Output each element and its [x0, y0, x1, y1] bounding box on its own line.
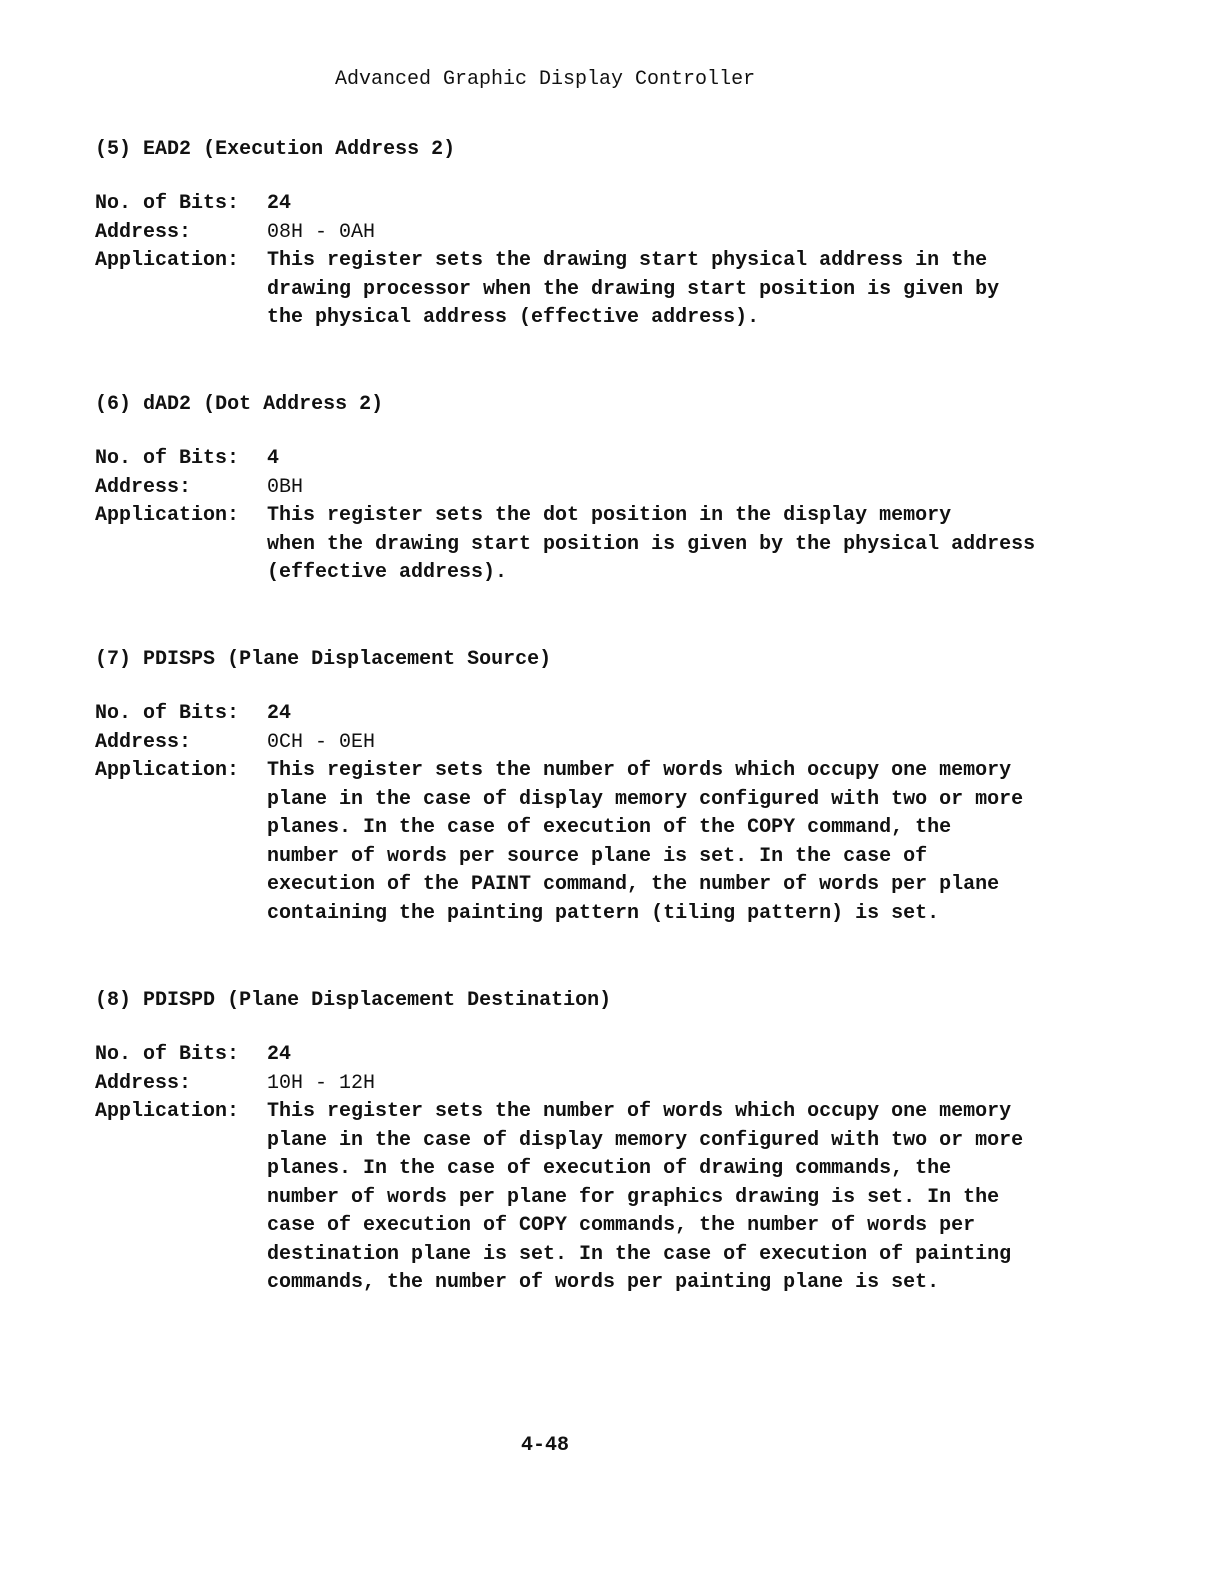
application-line: (effective address). — [267, 561, 508, 584]
bits-label: No. of Bits: — [95, 702, 240, 725]
application-text — [267, 757, 1095, 928]
bits-value: 24 — [267, 702, 292, 725]
application-line: commands, the number of words per painting plane is set. — [267, 1271, 940, 1294]
address-value: 0BH — [267, 475, 304, 499]
section-title — [95, 646, 1095, 674]
application-line: destination plane is set. In the case of execution of painting — [267, 1242, 1012, 1266]
bits-row — [95, 1041, 1095, 1070]
register-fields — [95, 1041, 1095, 1298]
application-label: Application: — [95, 1100, 240, 1123]
application-line: This register sets the number of words which occupy one memory — [267, 1100, 1012, 1123]
bits-value: 24 — [267, 1043, 292, 1066]
section-number: (7) — [95, 648, 132, 671]
register-abbreviation: dAD2 — [143, 393, 192, 416]
register-description: (Plane Displacement Source) — [227, 648, 552, 671]
application-row — [95, 502, 1095, 588]
application-line: execution of the PAINT command, the number of words per plane — [267, 873, 1000, 896]
address-row — [95, 729, 1095, 758]
application-line: when the drawing start position is given by the physical address — [267, 532, 1036, 556]
register-abbreviation: PDISPD — [143, 989, 216, 1012]
bits-row — [95, 445, 1095, 474]
bits-row — [95, 190, 1095, 219]
address-label: Address: — [95, 730, 192, 754]
address-row — [95, 219, 1095, 248]
section-title — [95, 136, 1095, 164]
application-line: containing the painting pattern (tiling pattern) is set. — [267, 901, 940, 925]
register-fields — [95, 190, 1095, 333]
address-label: Address: — [95, 220, 192, 244]
bits-label: No. of Bits: — [95, 1043, 240, 1066]
section-title — [95, 391, 1095, 419]
section-title — [95, 987, 1095, 1015]
register-description: (Dot Address 2) — [203, 393, 384, 416]
register-description: (Execution Address 2) — [203, 138, 456, 161]
application-row — [95, 757, 1095, 928]
application-line: plane in the case of display memory configured with two or more — [267, 787, 1024, 811]
page-number: 4-48 — [521, 1434, 570, 1457]
register-description: (Plane Displacement Destination) — [227, 989, 612, 1012]
bits-label: No. of Bits: — [95, 447, 240, 470]
application-line: This register sets the dot position in the display memory — [267, 504, 952, 527]
section-number: (6) — [95, 393, 132, 416]
application-line: number of words per plane for graphics drawing is set. In the — [267, 1185, 1000, 1209]
application-line: number of words per source plane is set. In the case of — [267, 844, 928, 868]
register-section-pdispd — [95, 987, 1095, 1298]
application-line: This register sets the number of words which occupy one memory — [267, 759, 1012, 782]
application-line: drawing processor when the drawing start position is given by — [267, 277, 1000, 301]
register-abbreviation: EAD2 — [143, 138, 192, 161]
application-text — [267, 502, 1095, 588]
register-abbreviation: PDISPS — [143, 648, 216, 671]
address-row — [95, 1070, 1095, 1099]
application-text — [267, 1098, 1095, 1298]
application-line: case of execution of COPY commands, the number of words per — [267, 1214, 976, 1237]
bits-value: 24 — [267, 192, 292, 215]
page-header-title: Advanced Graphic Display Controller — [335, 68, 756, 91]
application-row — [95, 247, 1095, 333]
register-section-dad2 — [95, 391, 1095, 588]
bits-value: 4 — [267, 447, 280, 470]
application-line: plane in the case of display memory configured with two or more — [267, 1128, 1024, 1152]
address-value: 08H - 0AH — [267, 220, 376, 244]
bits-row — [95, 700, 1095, 729]
bits-label: No. of Bits: — [95, 192, 240, 215]
application-line: planes. In the case of execution of the COPY command, the — [267, 816, 952, 839]
section-number: (8) — [95, 989, 132, 1012]
application-line: the physical address (effective address). — [267, 306, 760, 329]
application-label: Application: — [95, 249, 240, 272]
application-line: planes. In the case of execution of drawing commands, the — [267, 1157, 952, 1180]
address-value: 10H - 12H — [267, 1071, 376, 1095]
application-label: Application: — [95, 759, 240, 782]
application-line: This register sets the drawing start physical address in the — [267, 249, 988, 272]
register-section-ead2 — [95, 136, 1095, 333]
address-label: Address: — [95, 475, 192, 499]
section-number: (5) — [95, 138, 132, 161]
address-value: 0CH - 0EH — [267, 730, 376, 754]
application-row — [95, 1098, 1095, 1298]
application-label: Application: — [95, 504, 240, 527]
register-fields — [95, 445, 1095, 588]
address-row — [95, 474, 1095, 503]
application-text — [267, 247, 1095, 333]
register-fields — [95, 700, 1095, 928]
register-section-pdisps — [95, 646, 1095, 928]
address-label: Address: — [95, 1071, 192, 1095]
